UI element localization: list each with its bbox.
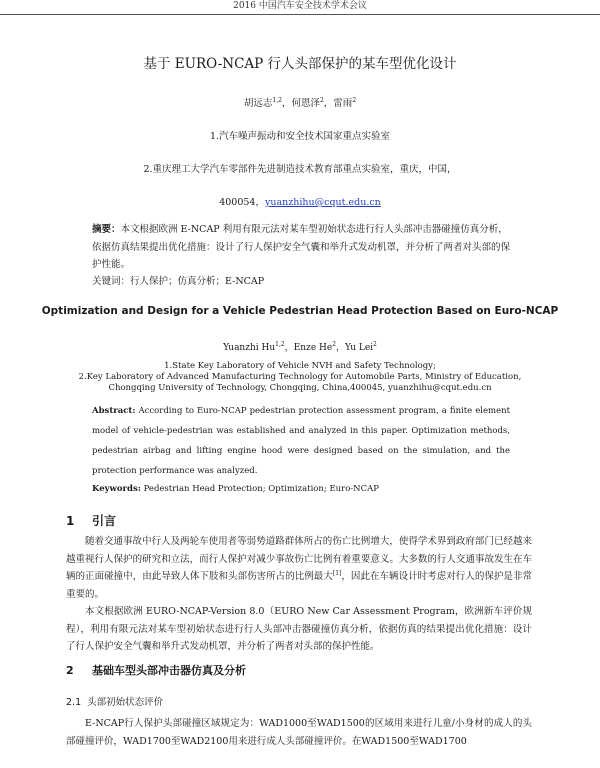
abstract-en-text: According to Euro-NCAP pedestrian protection assessment program, a finite element model of vehicle-pedestrian was established and analyzed in this paper. Optimization methods, pedestrian airbag and lifting engine hood were designed based on the simulation, and the protection performance was analyzed. xyxy=(92,406,510,476)
section-1-body xyxy=(66,533,532,656)
affiliations-en xyxy=(0,361,600,394)
author-3-affiliation: 2 xyxy=(352,96,357,104)
section-1-number: 1 xyxy=(66,514,75,528)
abstract-cn xyxy=(92,221,512,274)
author-1: 胡远志 xyxy=(243,98,273,109)
subsection-2-1-heading xyxy=(66,694,163,708)
author-en-3: Yu Lei xyxy=(345,343,374,353)
author-en-2-affiliation: 2 xyxy=(332,341,337,348)
section-2-number: 2 xyxy=(66,664,74,677)
section-1-title: 引言 xyxy=(92,514,117,528)
author-2: 何恩泽 xyxy=(291,98,320,109)
affiliation-cn-2: 2.重庆理工大学汽车零部件先进制造技术教育部重点实验室，重庆，中国， xyxy=(143,164,457,175)
affiliation-en-3: Chongqing University of Technology, Chongqing, China,400045, yuanzhihu@cqut.edu.cn xyxy=(108,383,492,393)
keywords-cn-label: 关键词： xyxy=(92,276,131,287)
email-link[interactable]: yuanzhihu@cqut.edu.cn xyxy=(264,197,381,208)
author-en-2: Enze He xyxy=(293,343,333,353)
paragraph xyxy=(66,533,532,603)
keywords-cn xyxy=(92,273,264,287)
keywords-en-label: Keywords: xyxy=(92,484,141,494)
paragraph-text: 随着交通事故中行人及两轮车使用者等弱势道路群体所占的伤亡比例增大，使得学术界到政府部门已经越来越重视行人保护的研究和立法，而行人保护对减少事故伤亡比例有着重要意义。大多数的行人交通事故发生在车辆的正面碰撞中，由此导致人体下肢和头部伤害所占的比例最大 xyxy=(66,536,532,582)
section-2-title: 基础车型头部冲击器仿真及分析 xyxy=(92,664,246,677)
author-en-1-affiliation: 1,2 xyxy=(275,341,285,348)
keywords-en-text: Pedestrian Head Protection; Optimization; Euro-NCAP xyxy=(140,484,379,494)
author-separator: ， xyxy=(284,343,294,353)
affiliation-en-1: 1.State Key Laboratory of Vehicle NVH and Safety Technology; xyxy=(164,361,436,371)
citation-ref[interactable]: [1] xyxy=(332,569,342,577)
keywords-cn-text: 行人保护；仿真分析；E-NCAP xyxy=(130,276,265,287)
author-separator: ， xyxy=(281,98,292,109)
author-en-3-affiliation: 2 xyxy=(373,341,377,348)
affiliation-cn-1: 1.汽车噪声振动和安全技术国家重点实验室 xyxy=(209,131,391,142)
subsection-2-1-number: 2.1 xyxy=(66,697,82,708)
conference-header: 2016 中国汽车安全技术学术会议 xyxy=(0,0,600,15)
authors-cn xyxy=(0,95,600,109)
author-3: 雷雨 xyxy=(333,98,353,109)
paragraph: 本文根据欧洲 EURO-NCAP-Version 8.0（EURO New Car Assessment Program，欧洲新车评价规程），利用有限元法对某车型初始状态进行行人头部冲击器碰撞仿真分析，依据仿真的结果提出优化措施：设计了行人保护安全气囊和举升式发动机罩，并分析了两者对头部的保护性能。 xyxy=(66,606,532,652)
author-2-affiliation: 2 xyxy=(319,96,324,104)
paragraph-text: ，因此在车辆设计时考虑对行人的保护是非常重要的。 xyxy=(66,571,532,600)
subsection-2-1-body: E-NCAP行人保护头部碰撞区域规定为：WAD1000至WAD1500的区域用来进行儿童/小身材的成人的头部碰撞评价，WAD1700至WAD2100用来进行成人头部碰撞评价。在WAD1500至WAD1700 xyxy=(66,718,532,747)
affiliation-en-2: 2.Key Laboratory of Advanced Manufacturing Technology for Automobile Parts, Ministry of Education, xyxy=(78,372,522,382)
authors-en xyxy=(0,340,600,353)
author-en-1: Yuanzhi Hu xyxy=(223,343,276,353)
abstract-cn-text: 本文根据欧洲 E-NCAP 利用有限元法对某车型初始状态进行行人头部冲击器碰撞仿真分析，依据仿真结果提出优化措施：设计了行人保护安全气囊和举升式发动机罩，并分析了两者对头部的保护性能。 xyxy=(92,224,511,270)
paper-title-en: Optimization and Design for a Vehicle Pedestrian Head Protection Based on Euro-NCAP xyxy=(41,305,559,317)
subsection-2-1-title: 头部初始状态评价 xyxy=(87,697,164,708)
abstract-en xyxy=(92,401,510,481)
postal-code: 400054， xyxy=(219,197,265,208)
keywords-en xyxy=(92,484,379,494)
author-1-affiliation: 1,2 xyxy=(272,96,282,104)
postal-line-cn xyxy=(0,194,600,208)
abstract-en-label: Abstract: xyxy=(92,406,136,416)
author-separator: ， xyxy=(323,98,334,109)
paper-title-cn: 基于 EURO-NCAP 行人头部保护的某车型优化设计 xyxy=(143,56,457,72)
section-2-heading xyxy=(66,662,246,678)
section-1-heading xyxy=(66,512,116,529)
author-separator: ， xyxy=(336,343,346,353)
abstract-cn-label: 摘要： xyxy=(92,224,121,235)
